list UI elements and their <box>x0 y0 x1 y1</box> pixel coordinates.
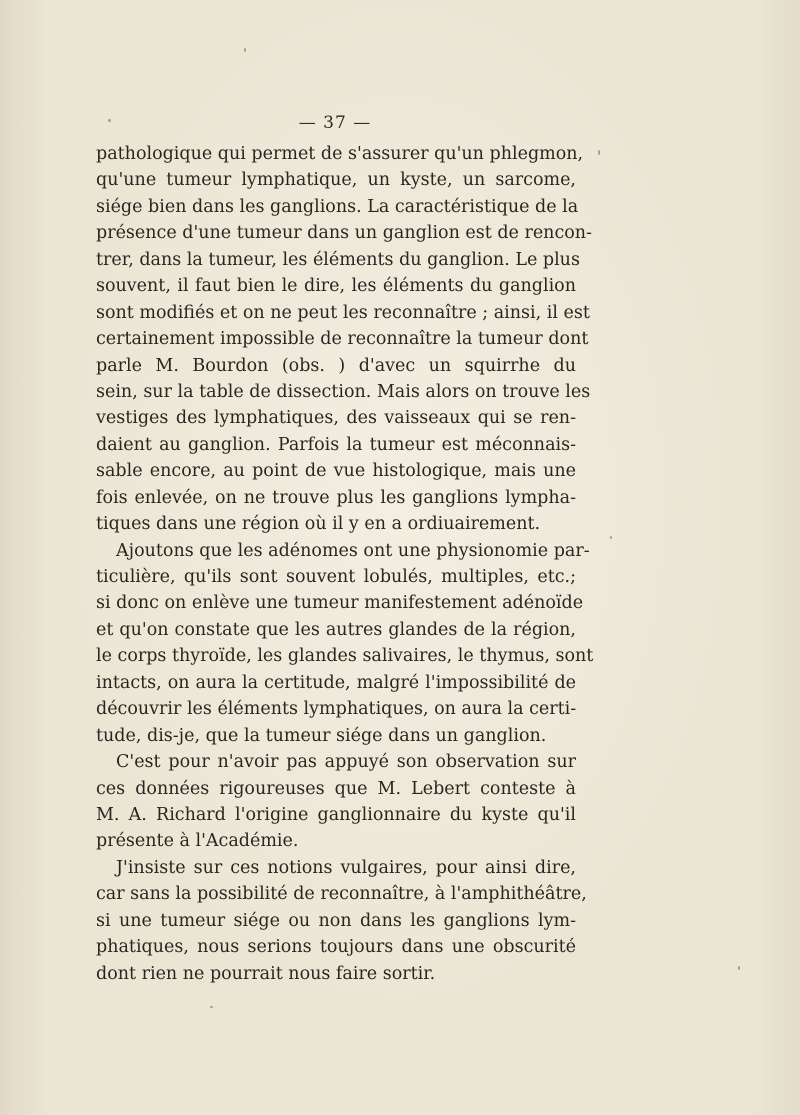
text-line: trer, dans la tumeur, les éléments du ganglion. Le plus <box>96 249 580 270</box>
text-line: parle M. Bourdon (obs. ) d'avec un squirrhe du <box>96 355 576 376</box>
text-line: sable encore, au point de vue histologique, mais une <box>96 461 576 482</box>
text-line: tude, dis-je, que la tumeur siége dans un ganglion. <box>96 725 547 746</box>
paper-speck <box>210 1006 213 1008</box>
text-line: sont modifiés et on ne peut les reconnaître ; ainsi, il est <box>96 302 590 323</box>
text-line: phatiques, nous serions toujours dans une obscurité <box>96 937 576 958</box>
text-line: certainement impossible de reconnaître la tumeur dont <box>96 329 589 350</box>
text-line: sein, sur la table de dissection. Mais alors on trouve les <box>96 381 591 402</box>
text-line: qu'une tumeur lymphatique, un kyste, un sarcome, <box>96 170 576 191</box>
paper-speck <box>598 150 600 155</box>
paragraph-start-line: J'insiste sur ces notions vulgaires, pour ainsi dire, <box>116 857 576 878</box>
text-line: car sans la possibilité de reconnaître, à l'amphithéâtre, <box>96 884 587 905</box>
text-line: présente à l'Académie. <box>96 831 299 852</box>
text-line: si une tumeur siége ou non dans les ganglions lym- <box>96 910 576 931</box>
paper-speck <box>244 48 246 52</box>
paper-speck <box>738 966 740 970</box>
paragraph-start-line: C'est pour n'avoir pas appuyé son observation sur <box>116 752 576 773</box>
text-line: vestiges des lymphatiques, des vaisseaux qui se ren- <box>96 408 576 429</box>
text-line: découvrir les éléments lymphatiques, on aura la certi- <box>96 699 577 720</box>
text-line: intacts, on aura la certitude, malgré l'impossibilité de <box>96 672 576 693</box>
text-line: dont rien ne pourrait nous faire sortir. <box>96 963 436 984</box>
page-number: — 37 — <box>298 113 372 133</box>
text-line: présence d'une tumeur dans un ganglion est de rencon- <box>96 223 592 244</box>
paragraph-start-line: Ajoutons que les adénomes ont une physionomie par- <box>116 540 590 561</box>
text-line: siége bien dans les ganglions. La caractéristique de la <box>96 196 579 217</box>
text-line: et qu'on constate que les autres glandes de la région, <box>96 619 576 640</box>
text-line: M. A. Richard l'origine ganglionnaire du kyste qu'il <box>96 804 576 825</box>
text-line: ticulière, qu'ils sont souvent lobulés, multiples, etc.; <box>96 567 576 587</box>
text-line: si donc on enlève une tumeur manifestement adénoïde <box>96 593 584 614</box>
paper-speck <box>610 536 612 539</box>
text-line: daient au ganglion. Parfois la tumeur est méconnais- <box>96 434 576 455</box>
body-text <box>96 141 594 987</box>
text-line: fois enlevée, on ne trouve plus les ganglions lympha- <box>96 487 576 508</box>
text-line: tiques dans une région où il y en a ordiuairement. <box>96 514 541 535</box>
text-line: le corps thyroïde, les glandes salivaires, le thymus, sont <box>96 646 594 667</box>
text-line: pathologique qui permet de s'assurer qu'un phlegmon, <box>96 144 584 164</box>
text-line: ces données rigoureuses que M. Lebert conteste à <box>96 778 576 799</box>
paper-speck <box>108 119 111 122</box>
text-line: souvent, il faut bien le dire, les éléments du ganglion <box>96 276 576 297</box>
